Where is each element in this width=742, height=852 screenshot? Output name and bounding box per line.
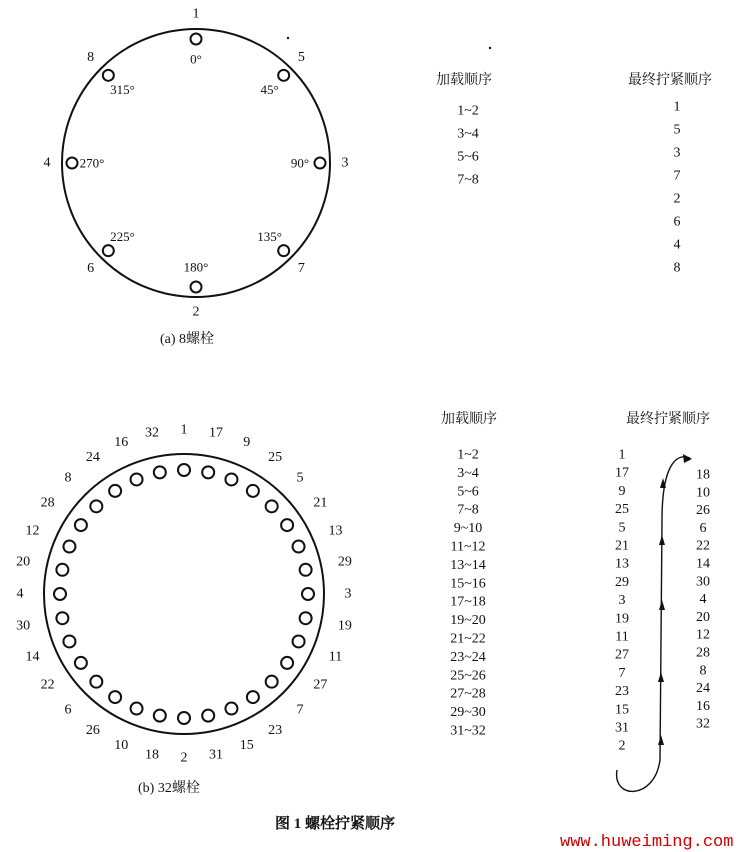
arrow-mark (658, 672, 664, 682)
final-order-b (615, 448, 710, 754)
final-step: 28 (696, 645, 710, 661)
final-step: 17 (615, 465, 629, 481)
load-pair: 13~14 (450, 557, 486, 573)
final-step: 8 (673, 260, 681, 276)
final-step: 19 (615, 611, 629, 627)
arrow-mark (659, 535, 665, 545)
bolt-hole (300, 564, 312, 576)
bolt-number: 8 (87, 50, 95, 66)
final-header-b: 最终拧紧顺序 (626, 412, 710, 427)
final-step: 20 (696, 609, 710, 625)
bolt-number: 11 (328, 649, 343, 665)
final-step: 1 (673, 99, 681, 115)
bolt-number: 6 (87, 260, 95, 276)
final-step: 7 (618, 665, 626, 681)
load-pair: 25~26 (450, 668, 486, 684)
final-step: 3 (673, 145, 681, 161)
load-pair: 5~6 (457, 484, 479, 500)
bolt-hole (109, 691, 121, 703)
flange-circle-b (44, 454, 324, 734)
bolt-hole (131, 703, 143, 715)
bolt-number: 2 (192, 304, 200, 320)
bolt-hole (315, 158, 326, 169)
bolt-hole (154, 466, 166, 478)
bolt-hole (56, 612, 68, 624)
arrow-mark (659, 600, 665, 610)
final-step: 4 (699, 592, 707, 608)
final-step: 10 (696, 485, 710, 501)
bolt-number: 7 (297, 260, 305, 276)
bolt-hole (293, 635, 305, 647)
bolt-hole (67, 158, 78, 169)
final-step: 12 (696, 627, 710, 643)
bolt-number: 19 (337, 618, 352, 634)
caption-a: (a) 8螺栓 (160, 332, 215, 347)
final-step: 6 (673, 214, 681, 230)
bolt-number: 3 (341, 155, 349, 171)
bolt-number: 4 (43, 155, 51, 171)
bolt-hole (225, 703, 237, 715)
final-step: 1 (618, 447, 626, 463)
final-step: 24 (696, 681, 710, 697)
final-step: 27 (615, 647, 629, 663)
final-header-a: 最终拧紧顺序 (628, 73, 712, 88)
bolt-number: 29 (337, 554, 352, 570)
bolt-hole (109, 485, 121, 497)
final-step: 2 (618, 738, 626, 754)
final-step: 18 (696, 467, 710, 483)
bolt-hole (103, 70, 114, 81)
bolt-angle: 315° (110, 81, 135, 97)
load-pair: 19~20 (450, 613, 486, 629)
bolt-hole (191, 282, 202, 293)
bolt-hole (278, 70, 289, 81)
bolt-hole (75, 519, 87, 531)
bolt-angle: 270° (79, 155, 105, 171)
diagram-b (16, 410, 710, 796)
speck (287, 37, 289, 39)
bolt-number: 12 (25, 523, 40, 539)
bolt-hole (63, 541, 75, 553)
load-order-a (457, 104, 479, 188)
bolt-hole (202, 466, 214, 478)
bolt-number: 5 (296, 470, 304, 486)
bolt-number: 22 (40, 677, 55, 693)
load-pair: 17~18 (450, 594, 486, 610)
bolt-number: 9 (243, 434, 251, 450)
bolt-number: 3 (344, 586, 352, 602)
final-step: 22 (696, 538, 710, 554)
diagram-a (44, 7, 713, 348)
load-pair: 21~22 (450, 631, 486, 647)
load-pair: 3~4 (457, 465, 479, 481)
final-step: 30 (696, 574, 710, 590)
bolt-number: 2 (180, 750, 188, 766)
bolt-hole (281, 657, 293, 669)
final-step: 31 (615, 720, 629, 736)
bolt-hole (202, 710, 214, 722)
bolt-hole (247, 691, 259, 703)
bolt-hole (247, 485, 259, 497)
bolt-hole (54, 588, 66, 600)
bolt-number: 16 (114, 434, 129, 450)
load-pair: 1~2 (457, 447, 479, 463)
final-step: 4 (673, 237, 681, 253)
caption-b: (b) 32螺栓 (138, 781, 200, 796)
bolt-number: 28 (40, 495, 55, 511)
bolt-number: 4 (16, 586, 24, 602)
bolt-hole (293, 541, 305, 553)
final-step: 8 (699, 663, 707, 679)
load-header-b: 加载顺序 (441, 412, 497, 427)
final-step: 5 (618, 520, 626, 536)
load-pair: 29~30 (450, 705, 486, 721)
bolt-hole (191, 34, 202, 45)
final-step: 2 (673, 191, 681, 207)
bolt-hole (266, 500, 278, 512)
bolt-number: 21 (313, 495, 328, 511)
bolt-group-a (44, 7, 349, 320)
final-step: 23 (615, 684, 629, 700)
bolt-number: 23 (268, 722, 283, 738)
final-step: 5 (673, 122, 681, 138)
load-pair: 27~28 (450, 686, 486, 702)
final-step: 15 (615, 702, 629, 718)
bolt-number: 15 (239, 738, 254, 754)
speck (489, 47, 491, 49)
final-step: 3 (618, 593, 626, 609)
bolt-hole (278, 245, 289, 256)
final-step: 29 (615, 574, 629, 590)
bolt-hole (300, 612, 312, 624)
load-pair: 7~8 (457, 172, 479, 188)
bolt-angle: 0° (190, 51, 202, 67)
bolt-hole (90, 500, 102, 512)
bolt-angle: 180° (183, 259, 209, 275)
bolt-number: 8 (64, 470, 72, 486)
bolt-number: 24 (85, 450, 100, 466)
final-step: 14 (696, 556, 710, 572)
final-step: 21 (615, 538, 629, 554)
load-pair: 5~6 (457, 149, 479, 165)
load-pair: 11~12 (450, 539, 486, 555)
bolt-hole (56, 564, 68, 576)
load-pair: 23~24 (450, 649, 486, 665)
load-order-b (450, 448, 486, 739)
bolt-hole (90, 676, 102, 688)
bolt-number: 10 (114, 738, 129, 754)
bolt-number: 31 (208, 747, 223, 763)
bolt-hole (75, 657, 87, 669)
final-order-a (674, 100, 681, 276)
load-pair: 15~16 (450, 576, 486, 592)
bolt-hole (154, 710, 166, 722)
final-step: 6 (699, 520, 707, 536)
bolt-hole (131, 473, 143, 485)
bolt-hole (302, 588, 314, 600)
load-pair: 1~2 (457, 103, 479, 119)
load-pair: 9~10 (453, 521, 483, 537)
bolt-hole (63, 635, 75, 647)
bolt-hole (178, 464, 190, 476)
final-step: 16 (696, 698, 710, 714)
bolt-angle: 135° (257, 229, 282, 245)
load-pair: 3~4 (457, 126, 479, 142)
bolt-number: 17 (208, 425, 223, 441)
bolt-number: 25 (268, 450, 283, 466)
bolt-number: 6 (64, 702, 72, 718)
final-step: 25 (615, 502, 629, 518)
bolt-angle: 225° (110, 229, 135, 245)
final-step: 13 (615, 556, 629, 572)
bolt-number: 13 (328, 523, 343, 539)
final-step: 32 (696, 716, 710, 732)
bolt-angle: 45° (260, 81, 279, 97)
bolt-group-b (16, 423, 352, 766)
bolt-hole (178, 712, 190, 724)
bolt-angle: 90° (290, 155, 310, 171)
bolt-number: 26 (85, 722, 100, 738)
bolt-number: 7 (296, 702, 304, 718)
final-step: 11 (615, 629, 629, 645)
load-header-a: 加载顺序 (436, 73, 492, 88)
bolt-number: 32 (145, 425, 160, 441)
bolt-number: 18 (145, 747, 160, 763)
bolt-number: 1 (192, 6, 200, 22)
bolt-number: 20 (16, 554, 31, 570)
bolt-number: 5 (297, 50, 305, 66)
load-pair: 7~8 (457, 502, 479, 518)
figure-caption: 图 1 螺栓拧紧顺序 (275, 816, 396, 832)
bolt-number: 27 (313, 677, 328, 693)
watermark: www.huweiming.com (560, 833, 734, 852)
bolt-number: 14 (25, 649, 40, 665)
final-step: 9 (618, 483, 626, 499)
bolt-hole (225, 473, 237, 485)
bolt-number: 30 (16, 618, 31, 634)
final-step: 26 (696, 503, 710, 519)
bolt-hole (281, 519, 293, 531)
arrow-head (683, 454, 692, 463)
arrow-mark (658, 735, 664, 745)
final-step: 7 (673, 168, 681, 184)
bolt-hole (103, 245, 114, 256)
bolt-hole (266, 676, 278, 688)
bolt-number: 1 (180, 422, 188, 438)
load-pair: 31~32 (450, 723, 486, 739)
